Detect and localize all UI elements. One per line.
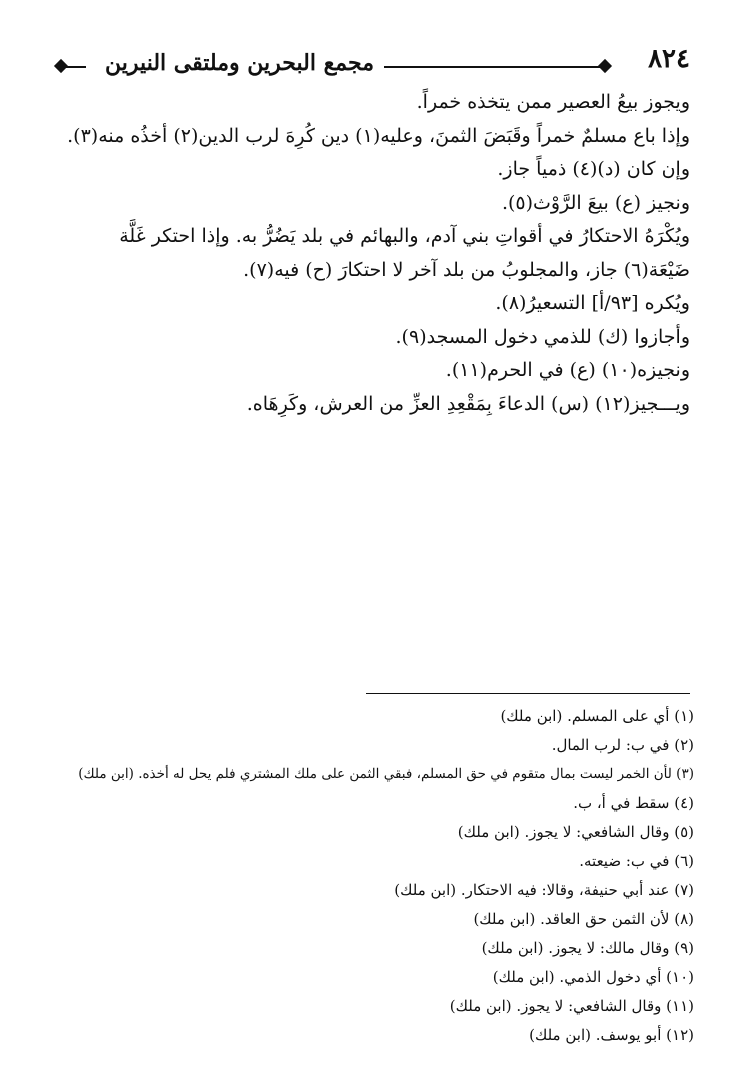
text-line: ونجيز (ع) بيعَ الرَّوْث(٥). (501, 191, 690, 214)
footnote: (٤) سقط في أ، ب. (573, 794, 694, 812)
text-line: وإن كان (د)(٤) ذمياً جاز. (497, 158, 690, 180)
text-line: وأجازوا (ك) للذمي دخول المسجد(٩). (395, 325, 690, 348)
footnote: (٨) لأن الثمن حق العاقد. (ابن ملك) (473, 910, 694, 928)
footnotes (44, 702, 694, 1050)
text-line: ونجيزه(١٠) (ع) في الحرم(١١). (445, 359, 690, 381)
header-rule (384, 66, 602, 68)
footnote: (٦) في ب: ضيعته. (579, 852, 694, 870)
text-line: ضَيْعَة(٦) جاز، والمجلوبُ من بلد آخر لا احتكارَ (ح) فيه(٧). (243, 258, 690, 281)
footnote: (٢) في ب: لرب المال. (551, 736, 694, 754)
header-diamond-ornament (54, 59, 68, 73)
text-line: ويـــجيز(١٢) (س) الدعاءَ بِمَقْعِدِ العزِّ من العرش، وكَرِهَاه. (246, 392, 690, 415)
footnote: (١) أي على المسلم. (ابن ملك) (500, 707, 694, 725)
page-number: ٨٢٤ (648, 44, 690, 74)
footnote: (١٠) أي دخول الذمي. (ابن ملك) (492, 968, 694, 986)
text-line: ويُكره [٩٣/أ] التسعيرُ(٨). (495, 292, 690, 314)
footnote: (٧) عند أبي حنيفة، وقالا: فيه الاحتكار. (ابن ملك) (394, 881, 694, 899)
footnote: (٣) لأن الخمر ليست بمال متقوم في حق المسلم، فبقي الثمن على ملك المشتري فلم يحل له أخذه. (ابن ملك) (78, 766, 694, 782)
footnote: (١١) وقال الشافعي: لا يجوز. (ابن ملك) (449, 997, 694, 1015)
running-header (40, 42, 690, 82)
main-text (50, 86, 690, 421)
footnote: (٥) وقال الشافعي: لا يجوز. (ابن ملك) (457, 823, 694, 841)
footnote: (٩) وقال مالك: لا يجوز. (ابن ملك) (481, 939, 694, 957)
text-line: وإذا باع مسلمٌ خمراً وقَبَضَ الثمنَ، وعليه(١) دين كُرِهَ لرب الدين(٢) أخذُه منه(٣). (67, 124, 690, 147)
text-line: ويُكْرَهُ الاحتكارُ في أقواتِ بني آدم، والبهائم في بلد يَضُرُّ به. وإذا احتكر غَلَّة (119, 225, 690, 247)
footnote-separator (366, 693, 690, 694)
header-rule (66, 66, 86, 68)
footnote: (١٢) أبو يوسف. (ابن ملك) (529, 1026, 694, 1044)
text-line: ويجوز بيعُ العصير ممن يتخذه خمراً. (416, 91, 690, 113)
book-title: مجمع البحرين وملتقى النيرين (105, 50, 374, 76)
